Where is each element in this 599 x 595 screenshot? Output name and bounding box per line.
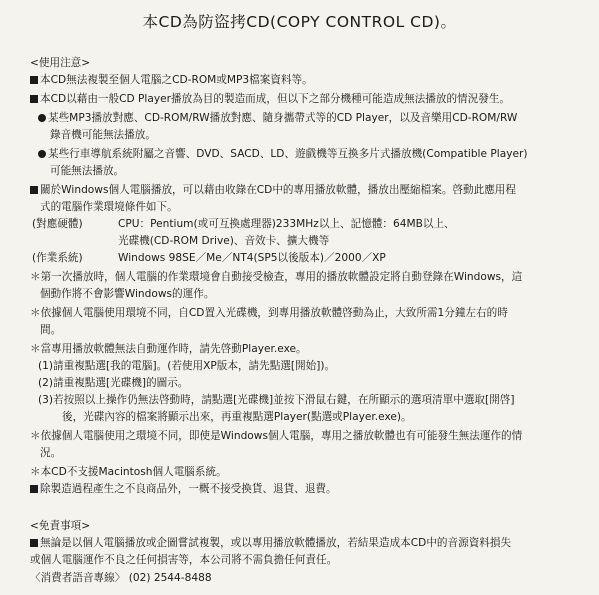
page-title: 本CD為防盜拷CD(COPY CONTROL CD)。: [142, 13, 457, 31]
square-bullet-icon: [30, 539, 38, 547]
usage-item-2: [30, 92, 510, 106]
hardware-spec: [32, 217, 455, 231]
usage-sub-2-line-2: 可能無法播放。: [50, 165, 125, 177]
usage-item-2-text: 本CD以藉由一般CD Player播放為目的製造而成，但以下之部分機種可能造成無法播放的情況發生。: [40, 93, 511, 105]
os-spec: [32, 251, 386, 265]
disclaimer-line-1: 無論是以個人電腦播放或企圖嘗試複製，或以專用播放軟體播放，若結果造成本CD中的音源資料損失: [40, 537, 512, 549]
note-2-line-1: ＊依據個人電腦使用環境不同，自CD置入光碟機，到專用播放軟體啓動為止，大致所需1分鐘左右的時: [30, 307, 508, 319]
disclaimer-line-2: 或個人電腦運作不良之任何損害等，本公司將不需負擔任何責任。: [30, 554, 338, 566]
usage-item-3-line-1: 關於Windows個人電腦播放，可以藉由收錄在CD中的專用播放軟體，播放出壓縮檔案。啓動此應用程: [40, 184, 516, 196]
step-3-line-2: 後，光碟內容的檔案將顯示出來，再重複點選Player(點選或Player.exe)。: [62, 411, 412, 423]
dot-bullet-icon: [38, 114, 46, 122]
usage-item-4-text: 除製造過程產生之不良商品外，一概不接受換貨、退貨、退費。: [40, 483, 337, 495]
step-2: (2)請重複點選[光碟機]的圖示。: [38, 377, 189, 389]
usage-item-1-text: 本CD無法複製至個人電腦之CD-ROM或MP3檔案資料等。: [40, 74, 313, 86]
usage-sub-2: [38, 147, 527, 161]
step-1: (1)請重複點選[我的電腦]。(若使用XP版本，請先點選[開始])。: [38, 360, 336, 372]
usage-sub-1-line-1: 某些MP3播放對應、CD-ROM/RW播放對應、隨身攜帶式等的CD Player，以及音樂用CD-ROM/RW: [48, 112, 518, 124]
hardware-label: (對應硬體): [32, 218, 83, 230]
usage-item-3: [30, 183, 516, 197]
note-1-line-2: 個動作將不會影響Windows的運作。: [40, 288, 215, 300]
usage-item-1: [30, 73, 313, 87]
disclaimer-heading: <免責事項>: [30, 520, 91, 532]
square-bullet-icon: [30, 186, 38, 194]
consumer-hotline: 〈消費者語音專線〉 (02) 2544-8488: [30, 572, 212, 584]
note-2-line-2: 間。: [40, 324, 62, 336]
hardware-line-1: CPU：Pentium(或可互換處理器)233MHz以上、記憶體：64MB以上、: [118, 218, 455, 230]
note-5: ＊本CD不支援Macintosh個人電腦系統。: [30, 466, 227, 478]
usage-item-3-line-2: 式的電腦作業環境條件如下。: [40, 201, 178, 213]
usage-notes-heading: <使用注意>: [30, 57, 91, 69]
note-4-line-2: 況。: [40, 447, 62, 459]
square-bullet-icon: [30, 485, 38, 493]
square-bullet-icon: [30, 95, 38, 103]
dot-bullet-icon: [38, 150, 46, 158]
note-4-line-1: ＊依據個人電腦使用之環境不同，即使是Windows個人電腦，專用之播放軟體也有可能發生無法運作的情: [30, 430, 523, 442]
square-bullet-icon: [30, 76, 38, 84]
note-3: ＊當專用播放軟體無法自動運作時，請先啓動Player.exe。: [30, 343, 307, 355]
usage-sub-1-line-2: 錄音機可能無法播放。: [50, 129, 156, 141]
disclaimer-item: [30, 536, 511, 550]
os-value: Windows 98SE／Me／NT4(SP5以後版本)／2000／XP: [118, 252, 386, 264]
usage-sub-2-line-1: 某些行車導航系統附屬之音響、DVD、SACD、LD、遊戲機等互換多片式播放機(Compatible Player): [48, 148, 528, 160]
note-1-line-1: ＊第一次播放時，個人電腦的作業環境會自動接受檢查，專用的播放軟體設定將自動登錄在Windows，這: [30, 271, 523, 283]
usage-sub-1: [38, 111, 517, 125]
step-3-line-1: (3)若按照以上操作仍無法啓動時，請點選[光碟機]並按下滑鼠右鍵，在所顯示的選項清單中選取[開啓]: [38, 394, 515, 406]
hardware-line-2: 光碟機(CD-ROM Drive)、音效卡、擴大機等: [118, 235, 330, 247]
os-label: (作業系統): [32, 252, 83, 264]
usage-item-4: [30, 482, 337, 496]
